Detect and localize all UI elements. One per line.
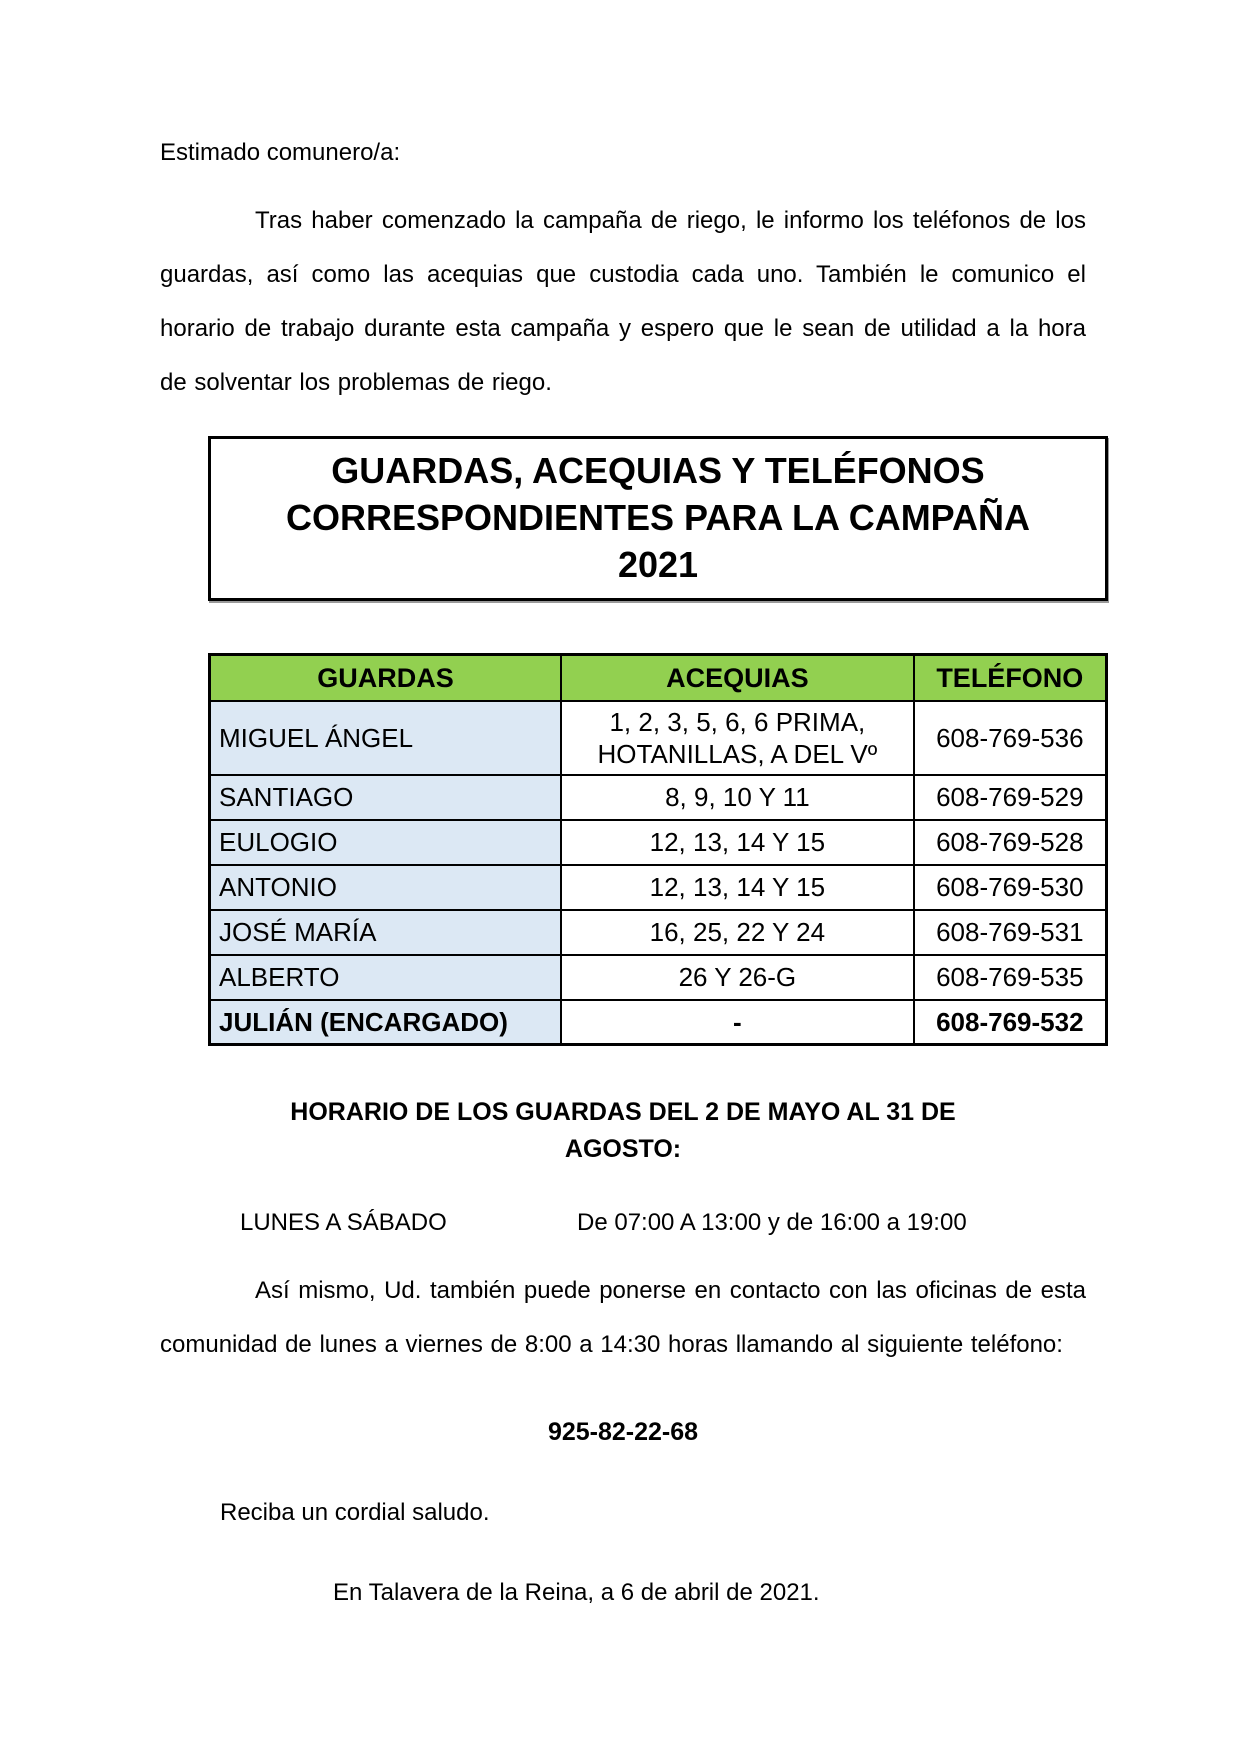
guard-phone: 608-769-531 xyxy=(914,910,1107,955)
guard-name: JULIÁN (ENCARGADO) xyxy=(210,1000,562,1045)
guard-name: EULOGIO xyxy=(210,820,562,865)
guard-acequias: 16, 25, 22 Y 24 xyxy=(561,910,914,955)
guard-name: ANTONIO xyxy=(210,865,562,910)
guard-acequias: 12, 13, 14 Y 15 xyxy=(561,865,914,910)
table-row xyxy=(210,820,1107,865)
campaign-title-line-3: 2021 xyxy=(617,544,699,585)
schedule-row xyxy=(240,1208,1086,1238)
salutation: Estimado comunero/a: xyxy=(160,139,401,166)
table-row xyxy=(210,775,1107,820)
guard-acequias: 8, 9, 10 Y 11 xyxy=(561,775,914,820)
table-header-row xyxy=(210,655,1107,701)
table-row xyxy=(210,701,1107,775)
table-row xyxy=(210,865,1107,910)
table-row xyxy=(210,955,1107,1000)
guard-phone: 608-769-536 xyxy=(914,701,1107,775)
guard-phone: 608-769-529 xyxy=(914,775,1107,820)
guard-name: MIGUEL ÁNGEL xyxy=(210,701,562,775)
guard-acequias: 12, 13, 14 Y 15 xyxy=(561,820,914,865)
table-row-encargado xyxy=(210,1000,1107,1045)
intro-paragraph: Tras haber comenzado la campaña de riego, le informo los teléfonos de los guardas, así como las acequias que custodia cada uno. También le comunico el horario de trabajo durante esta campaña y espero que le sean de utilidad a la hora de solventar los problemas de riego. xyxy=(160,207,1086,396)
guard-acequias: - xyxy=(561,1000,914,1045)
guard-phone: 608-769-532 xyxy=(914,1000,1107,1045)
guard-name: ALBERTO xyxy=(210,955,562,1000)
column-header-acequias: ACEQUIAS xyxy=(561,655,914,701)
schedule-days: LUNES A SÁBADO xyxy=(240,1209,447,1236)
guard-phone: 608-769-535 xyxy=(914,955,1107,1000)
schedule-heading-line-1: HORARIO DE LOS GUARDAS DEL 2 DE MAYO AL 31 DE xyxy=(290,1098,956,1126)
column-header-telefono: TELÉFONO xyxy=(914,655,1107,701)
guard-phone: 608-769-530 xyxy=(914,865,1107,910)
campaign-title-line-1: GUARDAS, ACEQUIAS Y TELÉFONOS xyxy=(331,450,985,491)
guard-acequias: 26 Y 26-G xyxy=(561,955,914,1000)
date-line: En Talavera de la Reina, a 6 de abril de 2021. xyxy=(333,1579,820,1606)
office-phone: 925-82-22-68 xyxy=(547,1418,699,1446)
schedule-heading-line-2: AGOSTO: xyxy=(564,1135,682,1163)
column-header-guardas: GUARDAS xyxy=(210,655,562,701)
schedule-hours: De 07:00 A 13:00 y de 16:00 a 19:00 xyxy=(577,1209,967,1236)
office-paragraph: Así mismo, Ud. también puede ponerse en contacto con las oficinas de esta comunidad de lunes a viernes de 8:00 a 14:30 horas llamando al siguiente teléfono: xyxy=(160,1277,1086,1358)
guard-name: SANTIAGO xyxy=(210,775,562,820)
guard-phone: 608-769-528 xyxy=(914,820,1107,865)
campaign-title-line-2: CORRESPONDIENTES PARA LA CAMPAÑA xyxy=(285,497,1031,538)
guard-name: JOSÉ MARÍA xyxy=(210,910,562,955)
closing-line: Reciba un cordial saludo. xyxy=(220,1499,490,1526)
schedule-heading xyxy=(160,1094,1086,1168)
guard-acequias: 1, 2, 3, 5, 6, 6 PRIMA, HOTANILLAS, A DEL Vº xyxy=(561,701,914,775)
campaign-title-box xyxy=(208,436,1108,601)
guards-table xyxy=(208,653,1108,1046)
table-row xyxy=(210,910,1107,955)
